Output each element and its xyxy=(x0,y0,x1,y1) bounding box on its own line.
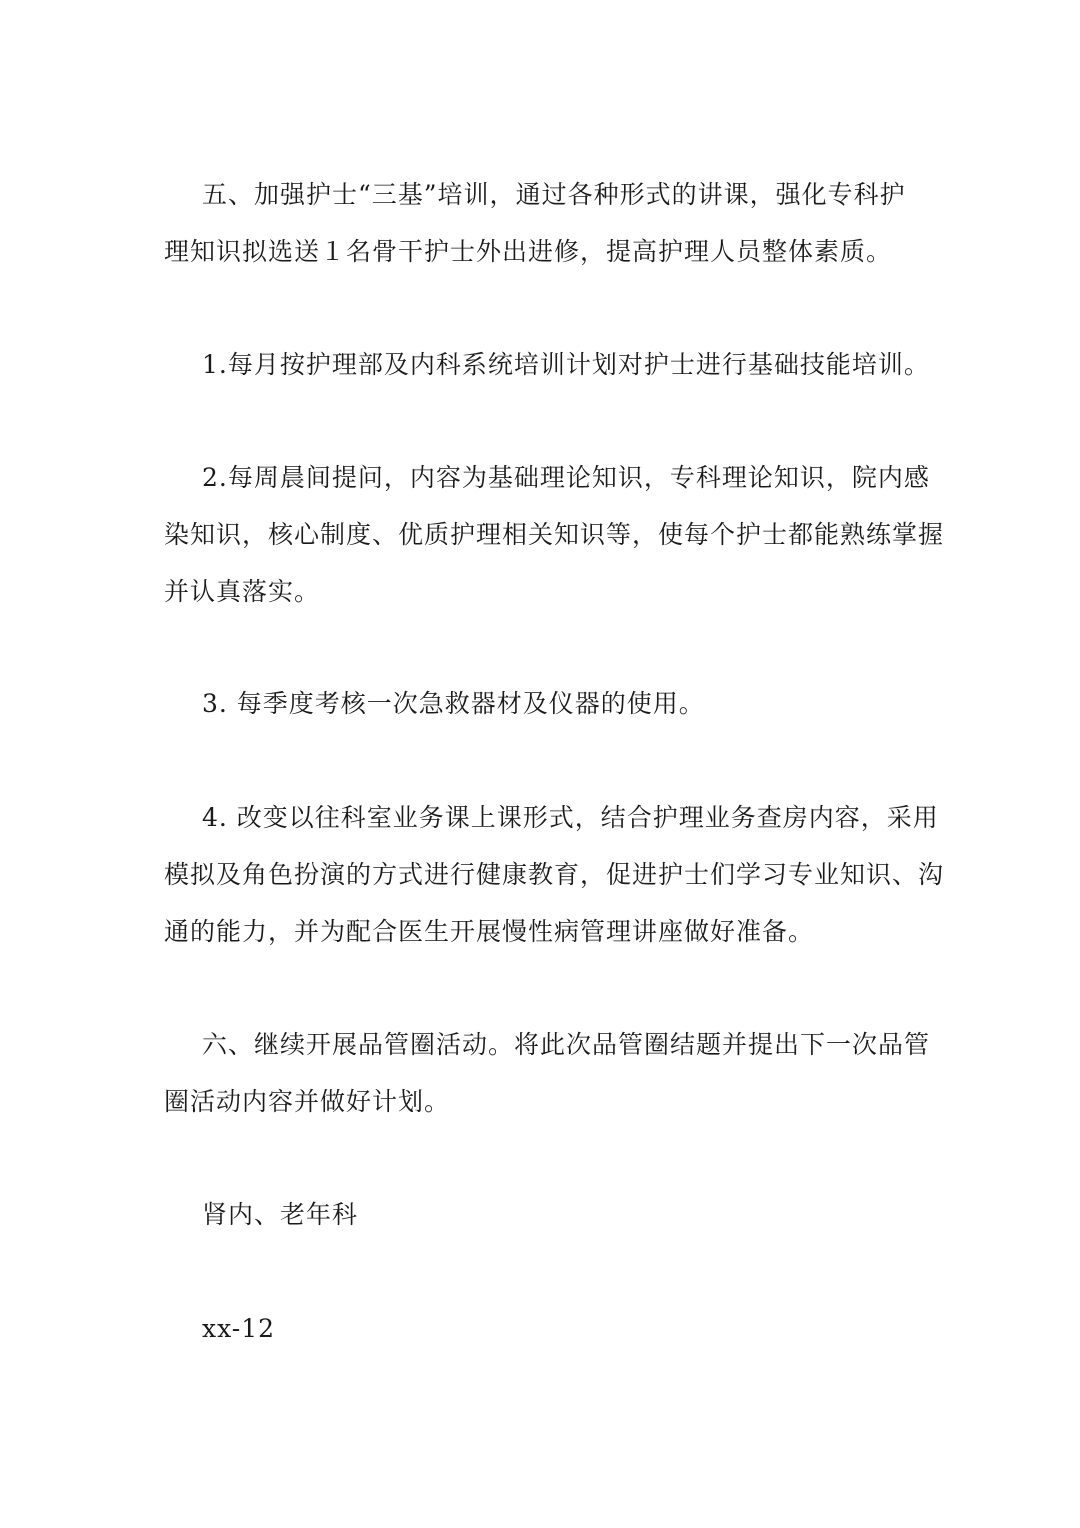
text-line: 圈活动内容并做好计划。 xyxy=(164,1087,451,1116)
text-line: 4. 改变以往科室业务课上课形式，结合护理业务查房内容，采用 xyxy=(202,803,939,832)
text-line: 理知识拟选送１名骨干护士外出进修，提高护理人员整体素质。 xyxy=(164,237,893,266)
paragraph-nurse-training xyxy=(164,166,924,280)
text-line: 通的能力，并为配合医生开展慢性病管理讲座做好准备。 xyxy=(164,917,815,946)
text-line: 1.每月按护理部及内科系统培训计划对护士进行基础技能培训。 xyxy=(202,350,930,379)
paragraph-item-3 xyxy=(164,675,924,732)
document-date xyxy=(164,1300,924,1357)
text-line: 六、继续开展品管圈活动。将此次品管圈结题并提出下一次品管 xyxy=(202,1030,931,1059)
paragraph-quality-circle xyxy=(164,1016,931,1130)
text-line: xx-12 xyxy=(202,1314,276,1343)
paragraph-item-1 xyxy=(164,336,930,393)
paragraph-item-2 xyxy=(164,449,945,620)
paragraph-item-4 xyxy=(164,789,945,960)
text-line: 肾内、老年科 xyxy=(202,1200,359,1229)
department-signature xyxy=(164,1186,924,1243)
text-line: 3. 每季度考核一次急救器材及仪器的使用。 xyxy=(202,689,705,718)
text-line: 模拟及角色扮演的方式进行健康教育，促进护士们学习专业知识、沟 xyxy=(164,860,945,889)
text-line: 2.每周晨间提问，内容为基础理论知识，专科理论知识，院内感 xyxy=(202,463,930,492)
text-line: 染知识，核心制度、优质护理相关知识等，使每个护士都能熟练掌握 xyxy=(164,520,945,549)
text-line: 五、加强护士“三基”培训，通过各种形式的讲课，强化专科护 xyxy=(202,180,906,209)
text-line: 并认真落实。 xyxy=(164,577,321,606)
